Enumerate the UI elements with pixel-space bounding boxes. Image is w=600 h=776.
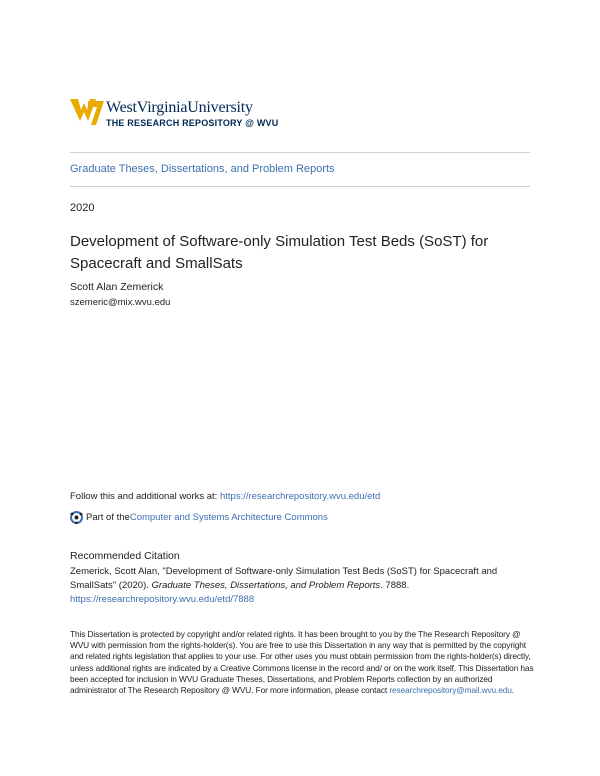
- repository-name: THE RESEARCH REPOSITORY @ WVU: [106, 118, 279, 128]
- author-email: szemeric@mix.wvu.edu: [70, 297, 171, 308]
- commons-link[interactable]: Computer and Systems Architecture Commons: [129, 512, 328, 523]
- wv-flying-wv-logo: [70, 97, 104, 127]
- citation-heading: Recommended Citation: [70, 550, 180, 562]
- notice-end: .: [511, 685, 515, 696]
- series-link[interactable]: Graduate Theses, Dissertations, and Problem Reports: [70, 163, 335, 175]
- follow-link[interactable]: https://researchrepository.wvu.edu/etd: [219, 491, 381, 502]
- notice-text: This Dissertation is protected by copyright and/or related rights. It has been brought to you by the The Research Repository @ WVU with permission from the rights-holder(s). You are free to use this Dissertation in any way that is permitted by the copyright and related rights legislation that applies to your use. For other uses you must obtain permission from the rights-holder(s) directly, unless additional rights are indicated by a Creative Commons license in the record and/ or on the work itself. This Dissertation has been accepted for inclusion in WVU Graduate Theses, Dissertations, and Problem Reports collection by an authorized administrator of The Research Repository @ WVU. For more information, please contact: [70, 629, 534, 696]
- follow-line: [70, 491, 380, 502]
- commons-network-icon: [70, 511, 83, 524]
- citation-link[interactable]: https://researchrepository.wvu.edu/etd/7888: [70, 594, 255, 605]
- divider-bottom: [70, 186, 530, 187]
- rights-notice: [70, 629, 535, 696]
- wvu-logo[interactable]: [70, 97, 278, 128]
- publication-year: 2020: [70, 202, 95, 214]
- follow-prefix: Follow this and additional works at:: [70, 491, 220, 502]
- divider-top: [70, 152, 530, 153]
- citation-text: Zemerick, Scott Alan, "Development of Software-only Simulation Test Beds (SoST) for Spacecraft and SmallSats" (2020).: [70, 566, 498, 591]
- part-of-prefix: Part of the: [86, 512, 130, 523]
- contact-email-link[interactable]: researchrepository@mail.wvu.edu: [389, 685, 512, 696]
- citation-series: Graduate Theses, Dissertations, and Problem Reports: [151, 580, 381, 591]
- citation-body: [70, 565, 540, 607]
- document-title: Development of Software-only Simulation Test Beds (SoST) for Spacecraft and SmallSats: [70, 233, 489, 272]
- citation-suffix: . 7888.: [380, 580, 410, 591]
- author-name: Scott Alan Zemerick: [70, 281, 164, 293]
- university-name: WestVirginiaUniversity: [106, 99, 253, 116]
- part-of-line: [70, 511, 328, 524]
